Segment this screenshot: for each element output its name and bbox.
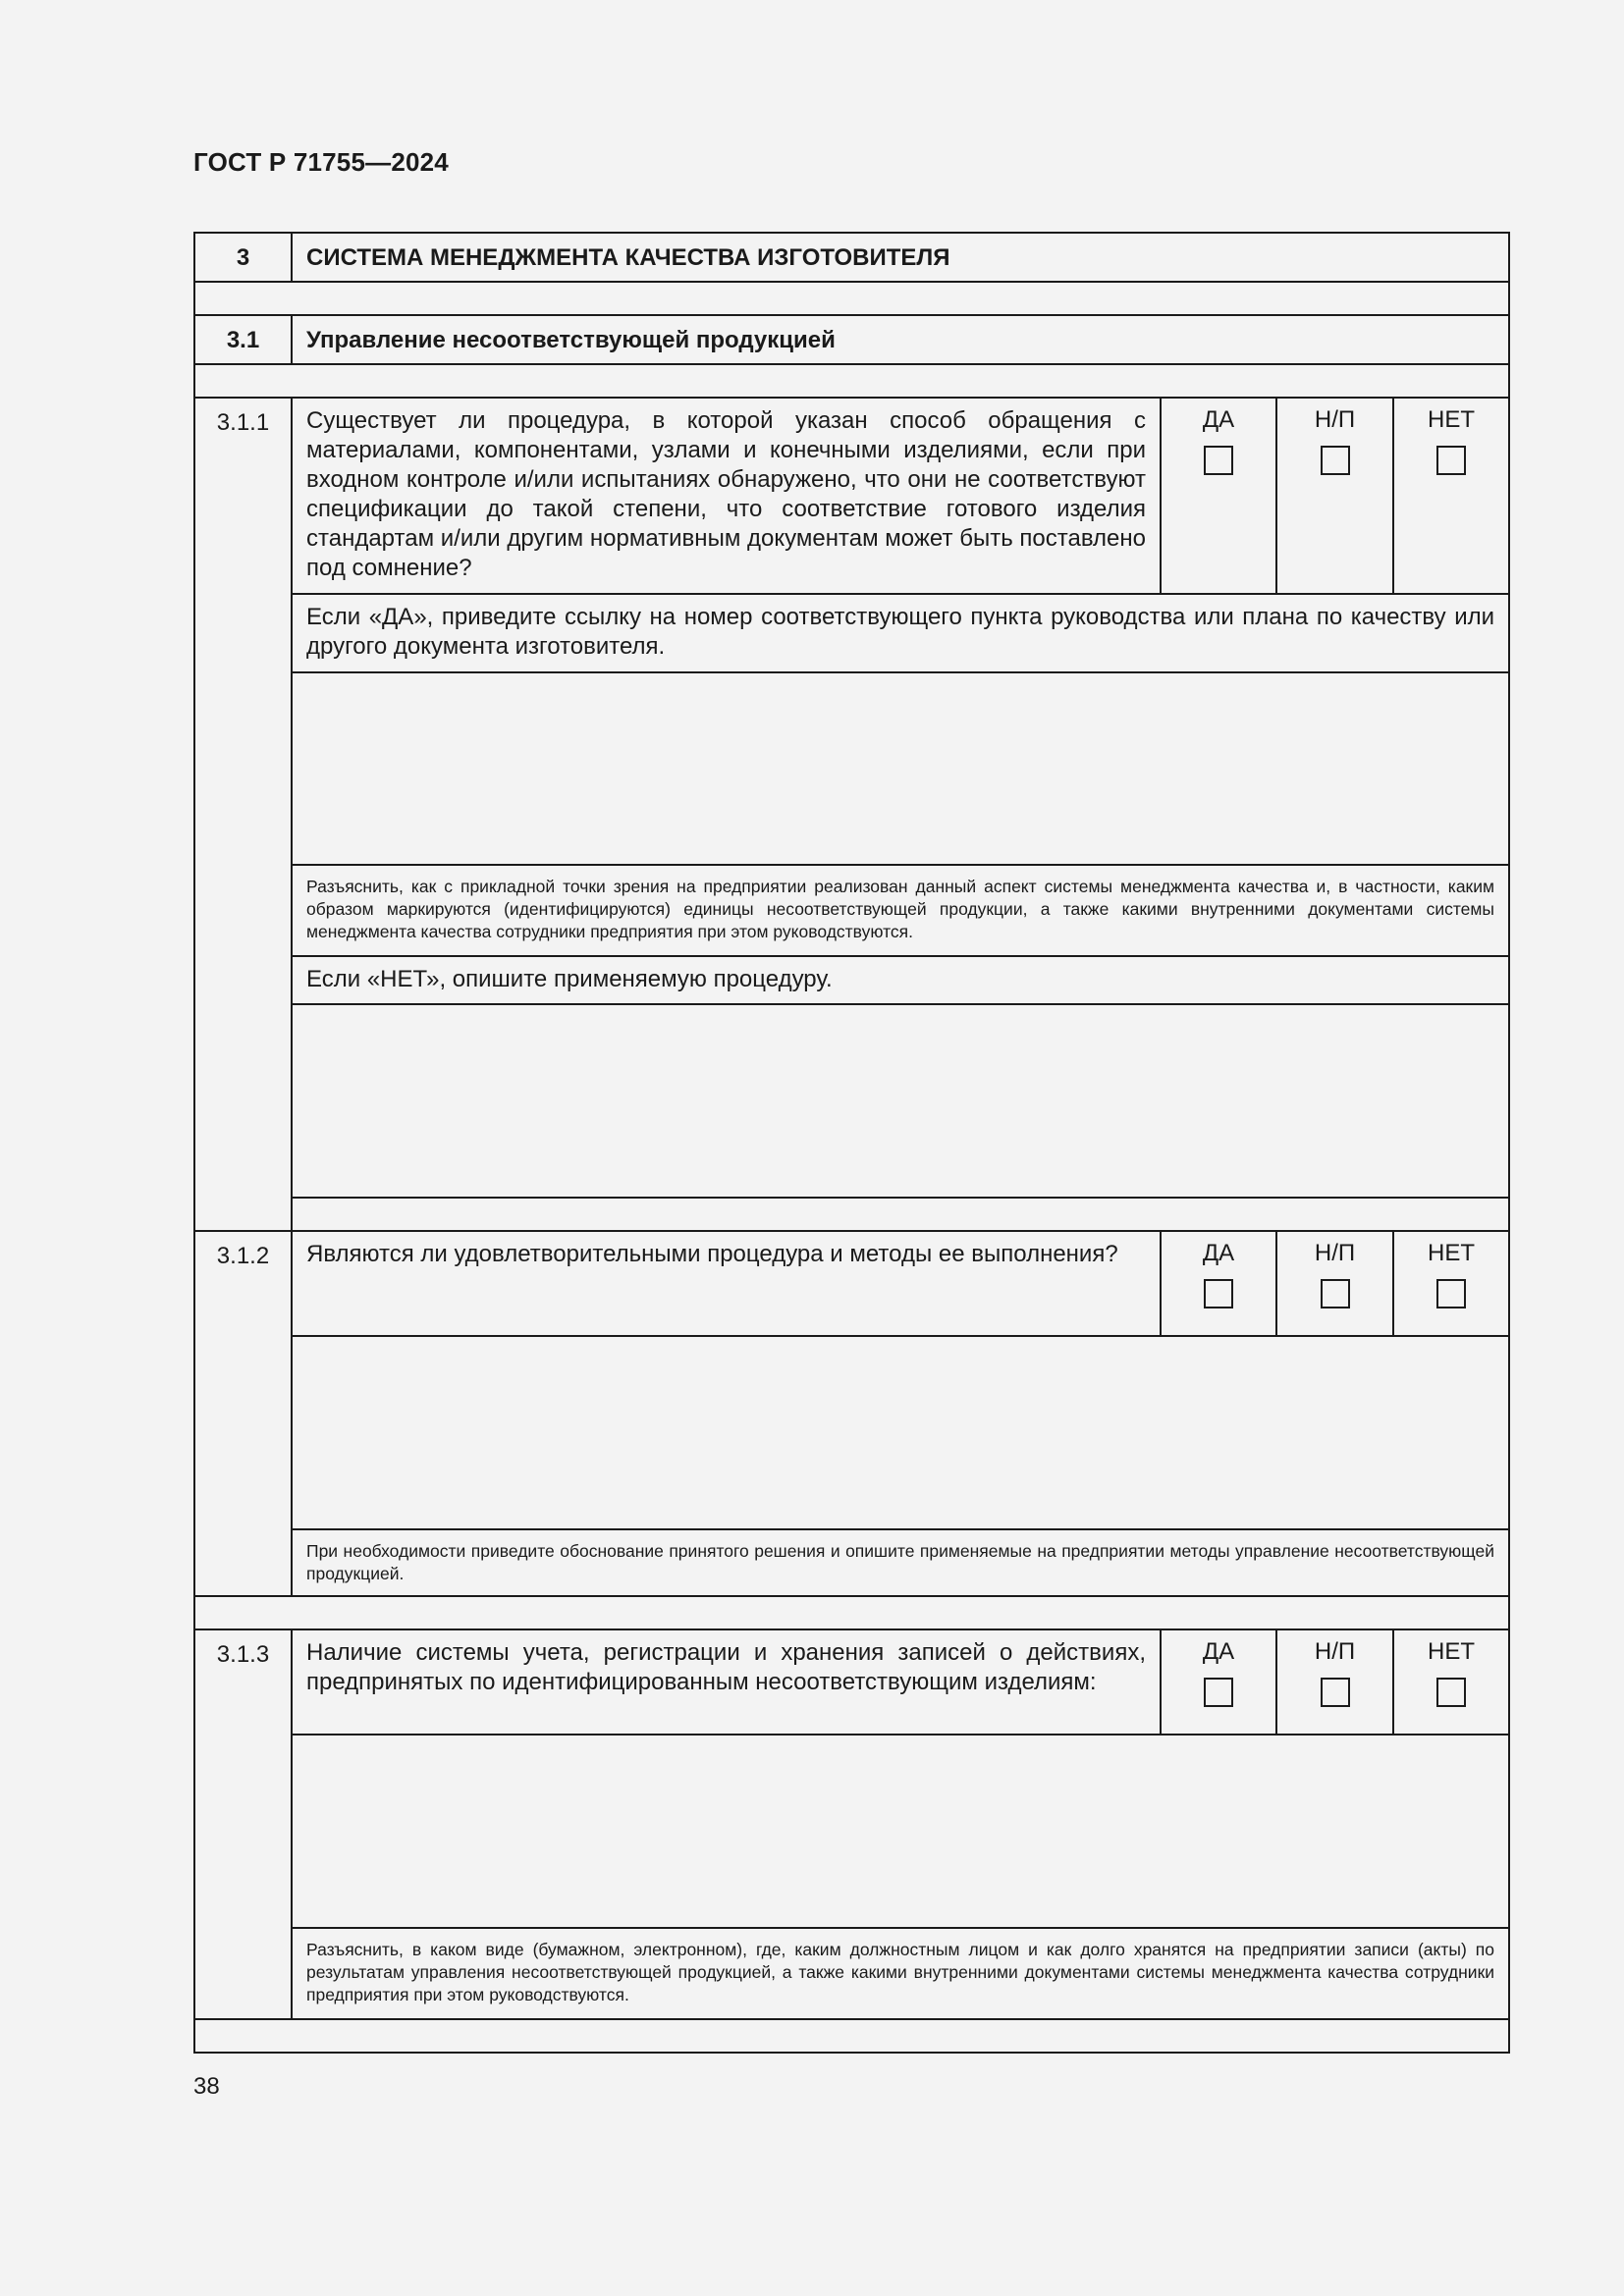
answer-input-3-1-3[interactable] [293,1735,1508,1802]
if-no-row [194,956,1509,1004]
note-row [194,1529,1509,1596]
note-row [194,1928,1509,2019]
subsection-row [194,315,1509,364]
answer-no-label: НЕТ [1428,406,1475,433]
question-text: Являются ли удовлетворительными процедура и методы ее выполнения? [292,1231,1161,1336]
section-row [194,233,1509,282]
answer-area-row [194,1336,1509,1529]
answer-na-label: Н/П [1314,1638,1356,1665]
if-yes-instruction: Если «ДА», приведите ссылку на номер соответствующего пункта руководства или плана по качеству или другого документа изготовителя. [292,594,1509,672]
section-title: СИСТЕМА МЕНЕДЖМЕНТА КАЧЕСТВА ИЗГОТОВИТЕЛЯ [292,233,1509,282]
answer-na-checkbox[interactable] [1321,446,1350,475]
answer-area-row [194,1004,1509,1198]
subsection-number: 3.1 [194,315,292,364]
question-text: Наличие системы учета, регистрации и хранения записей о действиях, предпринятых по идентифицированным несоответствующим изделиям: [292,1629,1161,1735]
answer-na-cell [1276,1231,1393,1336]
answer-yes-checkbox[interactable] [1204,1279,1233,1308]
spacer-row [194,2019,1509,2053]
checklist-table [193,232,1510,2054]
answer-na-cell [1276,398,1393,594]
answer-input-3-1-1-yes[interactable] [293,673,1508,740]
answer-yes-checkbox[interactable] [1204,446,1233,475]
subsection-title: Управление несоответствующей продукцией [292,315,1509,364]
answer-area-row [194,672,1509,865]
question-number: 3.1.1 [194,398,292,1231]
answer-no-checkbox[interactable] [1436,446,1466,475]
answer-na-checkbox[interactable] [1321,1279,1350,1308]
answer-yes-label: ДА [1202,1240,1235,1266]
answer-na-label: Н/П [1314,1240,1356,1266]
answer-input-3-1-2[interactable] [293,1337,1508,1404]
answer-area-cell [292,672,1509,865]
answer-input-3-1-1-no[interactable] [293,1005,1508,1072]
spacer-row [194,1596,1509,1629]
answer-no-checkbox[interactable] [1436,1678,1466,1707]
spacer-row [194,364,1509,398]
answer-na-cell [1276,1629,1393,1735]
answer-area-cell [292,1735,1509,1928]
answer-na-label: Н/П [1314,406,1356,433]
answer-yes-label: ДА [1202,1638,1235,1665]
answer-yes-cell [1161,398,1276,594]
answer-no-cell [1393,1629,1509,1735]
answer-area-row [194,1735,1509,1928]
answer-yes-cell [1161,1231,1276,1336]
if-no-instruction: Если «НЕТ», опишите применяемую процедуру. [292,956,1509,1004]
question-row-3-1-3 [194,1629,1509,1735]
section-number: 3 [194,233,292,282]
answer-area-cell [292,1336,1509,1529]
answer-yes-checkbox[interactable] [1204,1678,1233,1707]
question-number: 3.1.3 [194,1629,292,2019]
question-row-3-1-2 [194,1231,1509,1336]
answer-no-label: НЕТ [1428,1240,1475,1266]
question-text: Существует ли процедура, в которой указан способ обращения с материалами, компонентами, узлами и конечными изделиями, если при входном контроле и/или испытаниях обнаружено, что они не соответствуют спецификации до такой степени, что соответствие готового изделия стандартам и/или другим нормативным документам может быть поставлено под сомнение? [292,398,1161,594]
answer-no-label: НЕТ [1428,1638,1475,1665]
page-number: 38 [193,2073,220,2100]
answer-yes-cell [1161,1629,1276,1735]
answer-no-cell [1393,1231,1509,1336]
answer-no-checkbox[interactable] [1436,1279,1466,1308]
if-yes-row [194,594,1509,672]
question-row-3-1-1 [194,398,1509,594]
explanation-note: Разъяснить, как с прикладной точки зрения на предприятии реализован данный аспект системы менеджмента качества и, в частности, каким образом маркируются (идентифицируются) единицы несоответствующей продукции, а также какими внутренними документами системы менеджмента качества сотрудники предприятия при этом руководствуются. [292,865,1509,956]
answer-yes-label: ДА [1202,406,1235,433]
document-code: ГОСТ Р 71755—2024 [193,147,449,177]
spacer-row [194,1198,1509,1231]
note-row [194,865,1509,956]
explanation-note: Разъяснить, в каком виде (бумажном, электронном), где, каким должностным лицом и как долго хранятся на предприятии записи (акты) по результатам управления несоответствующей продукцией, а также какими внутренними документами системы менеджмента качества сотрудники предприятия при этом руководствуются. [292,1928,1509,2019]
answer-na-checkbox[interactable] [1321,1678,1350,1707]
answer-area-cell [292,1004,1509,1198]
explanation-note: При необходимости приведите обоснование принятого решения и опишите применяемые на предприятии методы управление несоответствующей продукцией. [292,1529,1509,1596]
spacer-row [194,282,1509,315]
question-number: 3.1.2 [194,1231,292,1596]
answer-no-cell [1393,398,1509,594]
